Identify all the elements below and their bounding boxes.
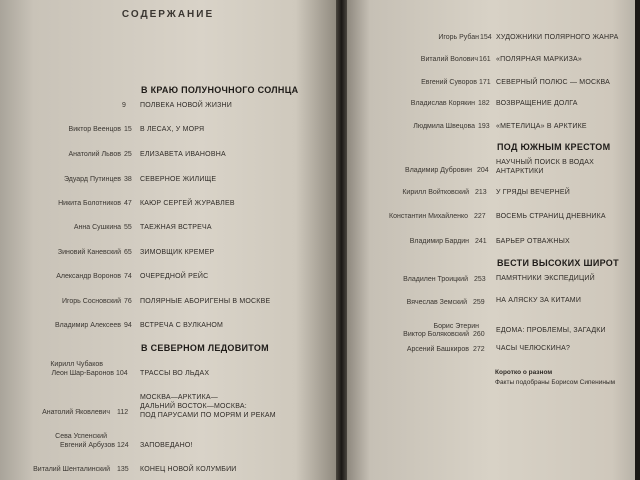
toc-entry-title: ВОСЕМЬ СТРАНИЦ ДНЕВНИКА xyxy=(496,213,606,220)
toc-entry-title: ПОЛЯРНЫЕ АБОРИГЕНЫ В МОСКВЕ xyxy=(140,298,271,305)
toc-entry-title: ПОЛВЕКА НОВОЙ ЖИЗНИ xyxy=(140,102,232,109)
toc-entry-author: Борис Этерин xyxy=(433,323,479,330)
page-number: 25 xyxy=(124,151,132,158)
toc-entry-title: «ПОЛЯРНАЯ МАРКИЗА» xyxy=(496,56,583,63)
toc-entry-title: СЕВЕРНОЕ ЖИЛИЩЕ xyxy=(140,176,217,183)
toc-entry-title: ТАЕЖНАЯ ВСТРЕЧА xyxy=(140,224,212,231)
page-number: 9 xyxy=(122,102,126,109)
toc-entry-title: ХУДОЖНИКИ ПОЛЯРНОГО ЖАНРА xyxy=(496,34,619,41)
page-edge xyxy=(635,0,640,480)
toc-entry-title: ЕЛИЗАВЕТА ИВАНОВНА xyxy=(140,151,226,158)
toc-entry-title: ЗАПОВЕДАНО! xyxy=(140,442,193,449)
toc-entry-author: Виталий Волович xyxy=(420,56,478,63)
toc-entry-author: Вячеслав Земский xyxy=(406,299,467,306)
toc-entry-author: Зиновий Каневский xyxy=(57,249,121,256)
toc-entry-author: Евгений Арбузов xyxy=(60,442,115,449)
page-number: 55 xyxy=(124,224,132,231)
toc-entry-author: Виктор Боляковский xyxy=(403,331,469,338)
toc-entry-author: Виктор Веенцов xyxy=(68,126,121,133)
toc-entry-title: СЕВЕРНЫЙ ПОЛЮС — МОСКВА xyxy=(496,79,611,86)
page-number: 241 xyxy=(475,238,487,245)
toc-entry-title: «МЕТЕЛИЦА» В АРКТИКЕ xyxy=(496,123,587,130)
toc-entry-title: КАЮР СЕРГЕЙ ЖУРАВЛЕВ xyxy=(140,200,235,207)
toc-entry-title: У ГРЯДЫ ВЕЧЕРНЕЙ xyxy=(496,189,570,196)
page-number: 154 xyxy=(480,34,492,41)
page-number: 38 xyxy=(124,176,132,183)
page-number: 272 xyxy=(473,346,485,353)
page-number: 94 xyxy=(124,322,132,329)
page-number: 204 xyxy=(477,167,489,174)
right-page xyxy=(347,0,635,480)
toc-entry-author: Владимир Бардин xyxy=(409,238,469,245)
toc-entry-title: ЕДОМА: ПРОБЛЕМЫ, ЗАГАДКИ xyxy=(496,327,606,334)
toc-entry-title: ПАМЯТНИКИ ЭКСПЕДИЦИЙ xyxy=(496,275,595,282)
toc-entry-title: КОНЕЦ НОВОЙ КОЛУМБИИ xyxy=(140,466,237,473)
toc-entry-title: ЧАСЫ ЧЕЛЮСКИНА? xyxy=(496,345,571,352)
toc-entry-title: НА АЛЯСКУ ЗА КИТАМИ xyxy=(496,297,582,304)
page-number: 124 xyxy=(117,442,129,449)
page-number: 171 xyxy=(479,79,491,86)
toc-entry-title: ОЧЕРЕДНОЙ РЕЙС xyxy=(140,273,209,280)
toc-entry-author: Никита Болотников xyxy=(58,200,121,207)
toc-entry-title: ВСТРЕЧА С ВУЛКАНОМ xyxy=(140,322,224,329)
toc-entry-title: БАРЬЕР ОТВАЖНЫХ xyxy=(496,238,570,245)
misc-section-credit: Факты подобраны Борисом Сипениным xyxy=(495,379,616,386)
page-number: 15 xyxy=(124,126,132,133)
toc-entry-title: НАУЧНЫЙ ПОИСК В ВОДАХ xyxy=(496,159,594,166)
toc-entry-author: Анатолий Львов xyxy=(68,151,121,158)
toc-entry-author: Игорь Сосновский xyxy=(61,298,121,305)
toc-entry-author: Анна Сушкина xyxy=(73,224,121,231)
toc-entry-author: Владилен Троицкий xyxy=(403,276,468,283)
page-number: 65 xyxy=(124,249,132,256)
section-heading: ВЕСТИ ВЫСОКИХ ШИРОТ xyxy=(497,258,619,268)
section-heading: В СЕВЕРНОМ ЛЕДОВИТОМ xyxy=(141,343,269,353)
page-number: 104 xyxy=(116,370,128,377)
page-number: 259 xyxy=(473,299,485,306)
toc-entry-title: АНТАРКТИКИ xyxy=(496,168,544,175)
toc-entry-title: ДАЛЬНИЙ ВОСТОК—МОСКВА: xyxy=(140,403,247,410)
toc-entry-title: ВОЗВРАЩЕНИЕ ДОЛГА xyxy=(496,100,578,107)
toc-entry-author: Кирилл Чубаков xyxy=(50,361,103,368)
page-number: 112 xyxy=(117,409,129,416)
toc-entry-author: Владимир Дубровин xyxy=(405,167,472,174)
page-number: 193 xyxy=(478,123,490,130)
toc-entry-author: Анатолий Яковлевич xyxy=(42,409,110,416)
toc-entry-title: ТРАССЫ ВО ЛЬДАХ xyxy=(140,370,210,377)
toc-entry-author: Виталий Шенталинский xyxy=(33,466,110,473)
toc-entry-author: Евгений Суворов xyxy=(421,79,477,86)
toc-entry-author: Александр Воронов xyxy=(56,273,121,280)
contents-title: СОДЕРЖАНИЕ xyxy=(121,9,215,20)
page-number: 253 xyxy=(474,276,486,283)
page-number: 47 xyxy=(124,200,132,207)
page-number: 135 xyxy=(117,466,129,473)
section-heading: В КРАЮ ПОЛУНОЧНОГО СОЛНЦА xyxy=(141,85,299,95)
toc-entry-author: Владимир Алексеев xyxy=(55,322,121,329)
page-number: 260 xyxy=(473,331,485,338)
book-gutter xyxy=(336,0,347,480)
page-number: 76 xyxy=(124,298,132,305)
page-number: 182 xyxy=(478,100,490,107)
toc-entry-author: Кирилл Войтковский xyxy=(402,189,469,196)
misc-section-title: Коротко о разном xyxy=(495,369,553,376)
toc-entry-title: ЗИМОВЩИК КРЕМЕР xyxy=(140,249,215,256)
toc-entry-author: Эдуард Путинцев xyxy=(63,176,121,183)
toc-entry-title: МОСКВА—АРКТИКА— xyxy=(140,394,218,401)
toc-entry-title: В ЛЕСАХ, У МОРЯ xyxy=(140,126,205,133)
toc-entry-author: Игорь Рубан xyxy=(438,34,479,41)
toc-entry-author: Леон Шар-Баронов xyxy=(51,370,114,377)
toc-entry-author: Сева Успенский xyxy=(55,433,107,440)
toc-entry-title: ПОД ПАРУСАМИ ПО МОРЯМ И РЕКАМ xyxy=(140,412,276,419)
toc-entry-author: Владислав Корякин xyxy=(410,100,475,107)
page-number: 213 xyxy=(475,189,487,196)
toc-entry-author: Константин Михайленко xyxy=(389,213,468,220)
section-heading: ПОД ЮЖНЫМ КРЕСТОМ xyxy=(497,142,611,152)
page-number: 161 xyxy=(479,56,491,63)
toc-entry-author: Людмила Швецова xyxy=(413,123,475,130)
page-number: 227 xyxy=(474,213,486,220)
page-number: 74 xyxy=(124,273,132,280)
toc-entry-author: Арсений Башкиров xyxy=(406,346,469,353)
